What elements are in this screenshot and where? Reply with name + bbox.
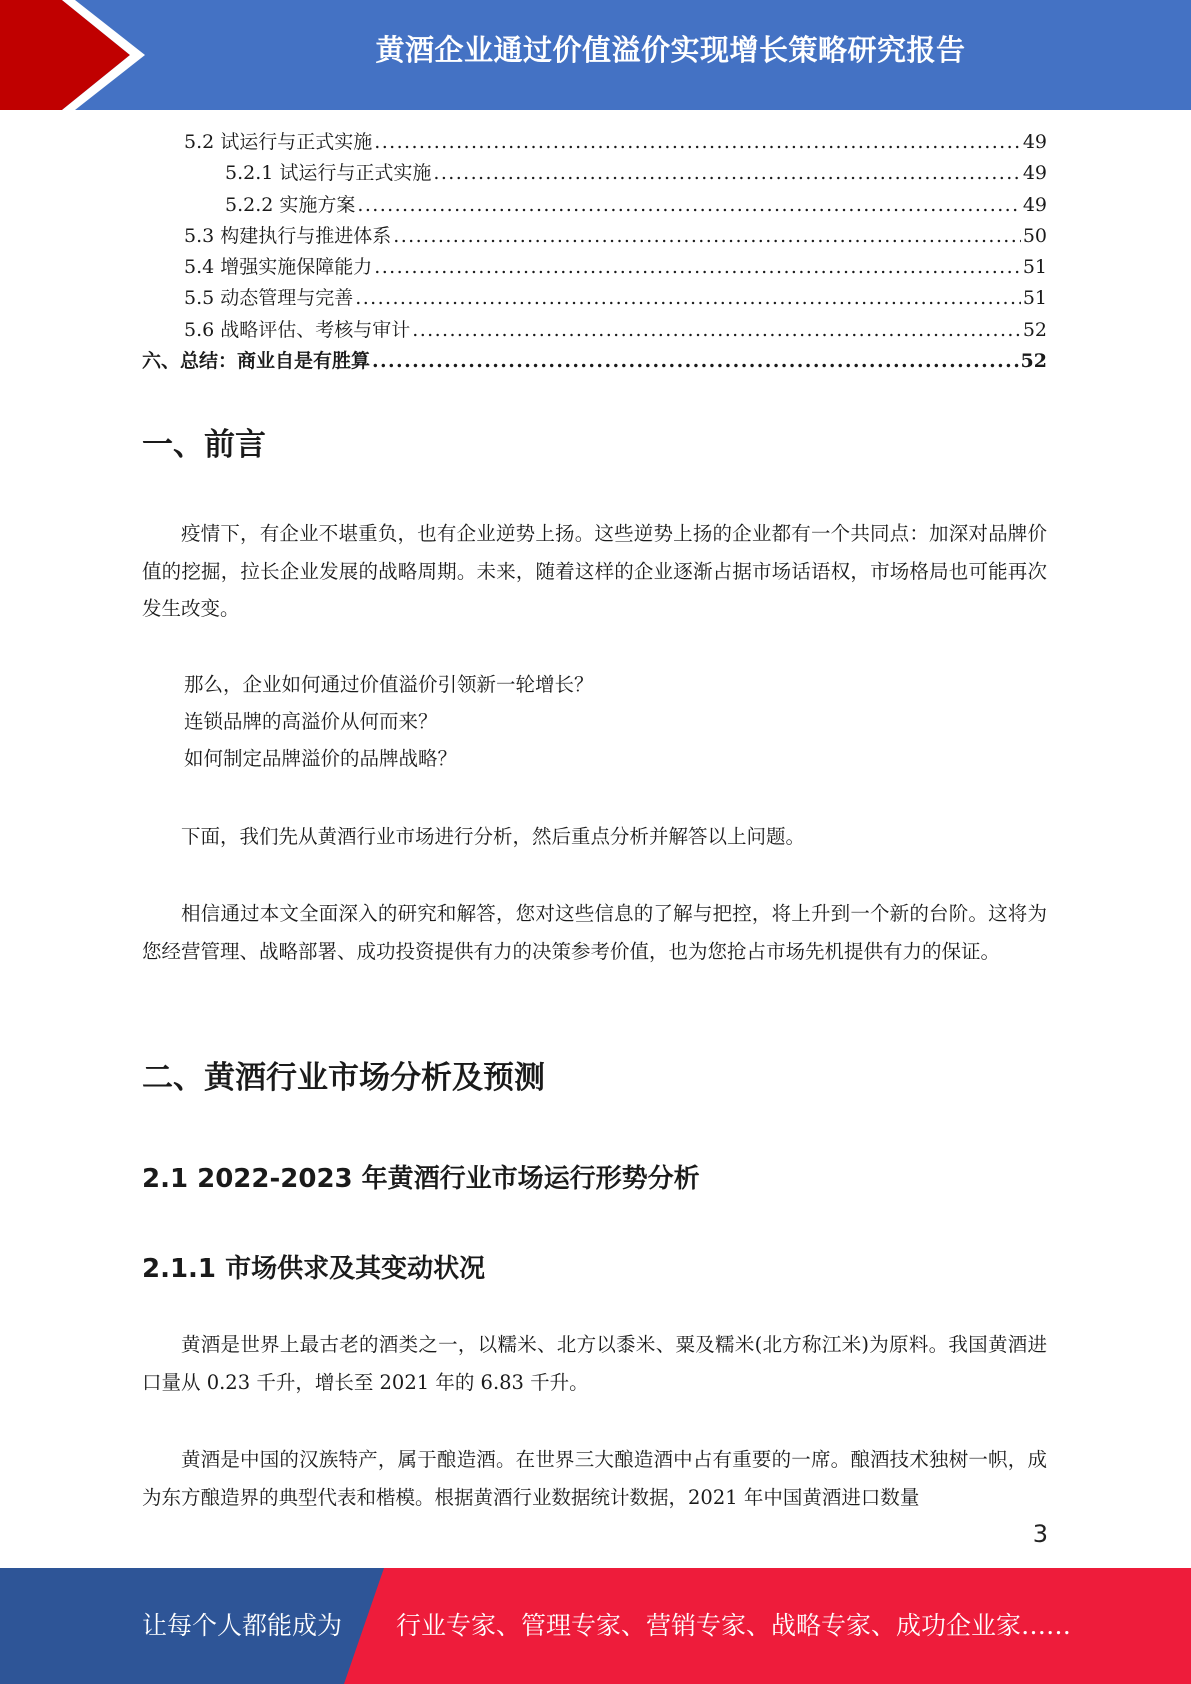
toc-leader-dots xyxy=(357,194,1020,216)
toc-entry-label: 5.5 动态管理与完善 xyxy=(184,287,354,310)
question-line: 那么，企业如何通过价值溢价引领新一轮增长？ xyxy=(184,673,594,696)
toc-leader-dots xyxy=(412,319,1021,341)
toc-entry-page: 49 xyxy=(1022,193,1047,216)
page-footer xyxy=(0,1568,1191,1684)
paragraph: 黄酒是中国的汉族特产，属于酿造酒。在世界三大酿造酒中占有重要的一席。酿酒技术独树一帜，成为东方酿造界的典型代表和楷模。根据黄酒行业数据统计数据，2021 年中国黄酒进口数量 xyxy=(142,1448,1047,1509)
toc-entry-label: 5.6 战略评估、考核与审计 xyxy=(184,318,411,341)
toc-entry[interactable] xyxy=(142,190,1047,221)
toc-entry[interactable] xyxy=(142,346,1047,377)
toc-entry-label: 5.2.2 实施方案 xyxy=(225,193,356,216)
toc-entry-page: 52 xyxy=(1020,350,1047,373)
subsection-heading: 2.1 2022-2023 年黄酒行业市场运行形势分析 xyxy=(142,1164,700,1194)
toc-entry[interactable] xyxy=(142,158,1047,189)
paragraph: 相信通过本文全面深入的研究和解答，您对这些信息的了解与把控，将上升到一个新的台阶。这将为您经营管理、战略部署、成功投资提供有力的决策参考价值，也为您抢占市场先机提供有力的保证。 xyxy=(142,902,1047,963)
toc-leader-dots xyxy=(433,162,1020,184)
toc-leader-dots xyxy=(372,350,1019,372)
toc-entry-page: 51 xyxy=(1022,256,1047,279)
header-red-chevron xyxy=(0,0,160,110)
toc-entry-label: 5.3 构建执行与推进体系 xyxy=(184,224,392,247)
toc-entry[interactable] xyxy=(142,283,1047,314)
paragraph: 疫情下，有企业不堪重负，也有企业逆势上扬。这些逆势上扬的企业都有一个共同点：加深对品牌价值的挖掘，拉长企业发展的战略周期。未来，随着这样的企业逐渐占据市场话语权，市场格局也可能再次发生改变。 xyxy=(142,522,1047,620)
toc-leader-dots xyxy=(374,131,1021,153)
toc-leader-dots xyxy=(393,225,1021,247)
toc-entry-page: 49 xyxy=(1022,131,1047,153)
toc-leader-dots xyxy=(355,287,1021,309)
section-heading-preface: 一、前言 xyxy=(142,427,266,463)
footer-slogan-right: 行业专家、管理专家、营销专家、战略专家、成功企业家…… xyxy=(396,1611,1072,1640)
paragraph: 黄酒是世界上最古老的酒类之一，以糯米、北方以黍米、粟及糯米(北方称江米)为原料。我国黄酒进口量从 0.23 千升，增长至 2021 年的 6.83 千升。 xyxy=(142,1333,1047,1394)
footer-slogan-left: 让每个人都能成为 xyxy=(142,1611,343,1640)
toc-entry[interactable] xyxy=(142,221,1047,252)
toc-entry-label: 六、总结：商业自是有胜算 xyxy=(142,350,371,373)
page-number: 3 xyxy=(1032,1520,1048,1548)
section-heading-market: 二、黄酒行业市场分析及预测 xyxy=(142,1060,545,1096)
toc-entry[interactable] xyxy=(142,252,1047,283)
table-of-contents xyxy=(142,127,1047,377)
question-line: 连锁品牌的高溢价从何而来？ xyxy=(184,710,438,733)
toc-entry-label: 5.2 试运行与正式实施 xyxy=(184,131,373,153)
page-header xyxy=(0,0,1191,110)
toc-entry-page: 52 xyxy=(1022,318,1047,341)
toc-entry-page: 51 xyxy=(1022,287,1047,310)
toc-entry[interactable] xyxy=(142,127,1047,158)
toc-leader-dots xyxy=(374,256,1021,278)
toc-entry-page: 49 xyxy=(1022,162,1047,185)
report-title: 黄酒企业通过价值溢价实现增长策略研究报告 xyxy=(375,33,966,67)
subsection-heading: 2.1.1 市场供求及其变动状况 xyxy=(142,1254,486,1284)
toc-entry-label: 5.2.1 试运行与正式实施 xyxy=(225,162,432,185)
toc-entry[interactable] xyxy=(142,315,1047,346)
paragraph: 下面，我们先从黄酒行业市场进行分析，然后重点分析并解答以上问题。 xyxy=(181,825,806,848)
question-line: 如何制定品牌溢价的品牌战略？ xyxy=(184,747,458,770)
toc-entry-label: 5.4 增强实施保障能力 xyxy=(184,256,373,279)
toc-entry-page: 50 xyxy=(1022,224,1047,247)
